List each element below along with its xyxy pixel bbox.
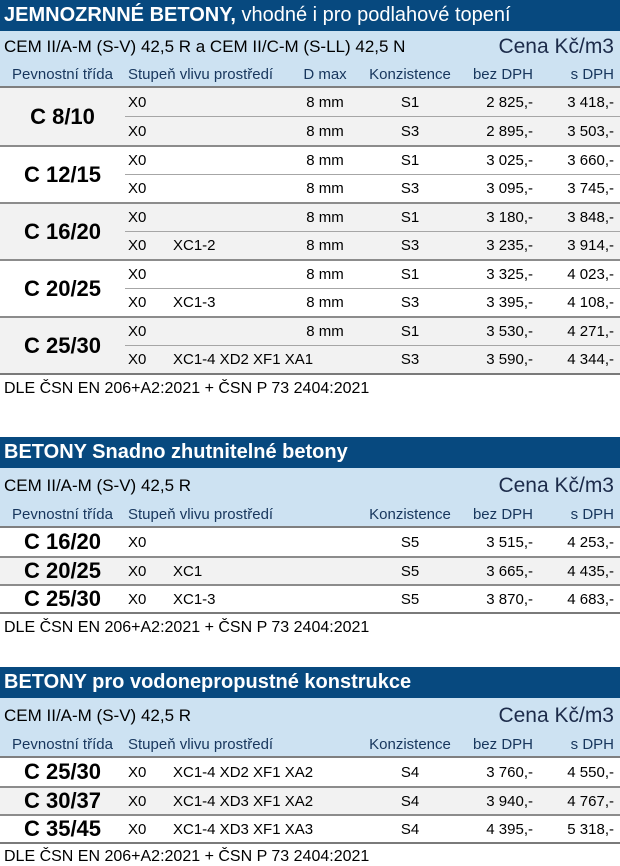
table-fine-grained-concrete bbox=[0, 0, 620, 403]
standards-note: DLE ČSN EN 206+A2:2021 + ČSN P 73 2404:2021 bbox=[4, 380, 370, 397]
table-self-compacting-concrete bbox=[0, 437, 620, 642]
col-header-consistency: Konzistence bbox=[369, 506, 451, 523]
cell-price-net: 3 940,- bbox=[486, 792, 533, 810]
cell-price-net: 3 515,- bbox=[486, 533, 533, 551]
cell-exposure-extra: XC1-4 XD2 XF1 XA2 bbox=[173, 763, 314, 781]
cell-exposure-extra: XC1-3 bbox=[173, 590, 216, 608]
group-rows bbox=[125, 88, 620, 145]
cell-exposure bbox=[125, 294, 290, 311]
cell-dmax: 8 mm bbox=[306, 93, 344, 111]
cell-exposure-x0: X0 bbox=[128, 237, 147, 254]
cement-spec: CEM II/A-M (S-V) 42,5 R a CEM II/C-M (S-LL) 42,5 N bbox=[4, 36, 406, 56]
cell-exposure bbox=[125, 152, 290, 169]
cell-price-net: 3 180,- bbox=[486, 209, 533, 226]
col-header-consistency: Konzistence bbox=[369, 736, 451, 753]
cell-price-gross: 3 914,- bbox=[567, 237, 614, 254]
col-header-strength-class: Pevnostní třída bbox=[12, 736, 113, 753]
table-title-bar bbox=[0, 0, 620, 31]
cell-consistency: S1 bbox=[400, 209, 420, 226]
table-row bbox=[125, 204, 620, 231]
strength-class-label: C 16/20 bbox=[23, 218, 102, 244]
cell-exposure bbox=[125, 821, 360, 838]
table-row bbox=[125, 288, 620, 316]
cell-price-gross: 4 023,- bbox=[567, 266, 614, 283]
cell-exposure-x0: X0 bbox=[128, 763, 147, 781]
cell-exposure-extra: XC1-4 XD2 XF1 XA1 bbox=[173, 351, 314, 368]
cell-exposure-extra: XC1-3 bbox=[173, 294, 216, 311]
strength-class-group bbox=[0, 88, 620, 145]
col-header-price-gross: s DPH bbox=[570, 736, 614, 753]
table-row bbox=[0, 814, 620, 842]
cell-consistency: S3 bbox=[400, 351, 420, 368]
group-rows bbox=[125, 261, 620, 316]
standards-note: DLE ČSN EN 206+A2:2021 + ČSN P 73 2404:2021 bbox=[4, 848, 370, 865]
cell-exposure-x0: X0 bbox=[128, 180, 147, 197]
strength-class-label: C 12/15 bbox=[23, 161, 102, 187]
price-unit-label: Cena Kč/m3 bbox=[498, 703, 614, 727]
cell-price-net: 3 590,- bbox=[486, 351, 533, 368]
cell-price-gross: 3 503,- bbox=[567, 122, 614, 140]
table-body bbox=[0, 528, 620, 614]
cell-dmax: 8 mm bbox=[306, 152, 344, 169]
cell-price-gross: 4 344,- bbox=[567, 351, 614, 368]
group-rows bbox=[125, 318, 620, 373]
col-header-strength-class: Pevnostní třída bbox=[12, 65, 113, 83]
cement-spec-band bbox=[0, 468, 620, 503]
cell-consistency: S3 bbox=[400, 122, 420, 140]
cell-exposure-x0: X0 bbox=[128, 93, 147, 111]
table-title-bar bbox=[0, 437, 620, 468]
cell-price-net: 2 895,- bbox=[486, 122, 533, 140]
cell-price-gross: 3 848,- bbox=[567, 209, 614, 226]
cell-price-net: 3 095,- bbox=[486, 180, 533, 197]
cell-exposure-x0: X0 bbox=[128, 792, 147, 810]
strength-class-label: C 25/30 bbox=[23, 586, 102, 611]
strength-class-label: C 25/30 bbox=[23, 759, 102, 784]
table-row bbox=[0, 528, 620, 556]
col-header-price-net: bez DPH bbox=[472, 506, 533, 523]
table-row bbox=[0, 584, 620, 612]
cell-exposure bbox=[125, 94, 290, 111]
column-header-row bbox=[0, 503, 620, 528]
cell-consistency: S3 bbox=[400, 294, 420, 311]
col-header-strength-class: Pevnostní třída bbox=[12, 506, 113, 523]
strength-class-label: C 16/20 bbox=[23, 529, 102, 554]
cell-price-net: 3 395,- bbox=[486, 294, 533, 311]
cell-consistency: S1 bbox=[400, 266, 420, 283]
cell-price-gross: 3 745,- bbox=[567, 180, 614, 197]
cell-exposure bbox=[125, 209, 290, 226]
col-header-exposure: Stupeň vlivu prostředí bbox=[128, 736, 274, 753]
cement-spec: CEM II/A-M (S-V) 42,5 R bbox=[4, 475, 192, 495]
col-header-consistency: Konzistence bbox=[369, 65, 451, 83]
cell-exposure-x0: X0 bbox=[128, 820, 147, 838]
strength-class-group bbox=[0, 145, 620, 202]
cell-consistency: S5 bbox=[400, 533, 420, 551]
cell-dmax: 8 mm bbox=[306, 237, 344, 254]
price-unit-label: Cena Kč/m3 bbox=[498, 473, 614, 497]
cell-exposure-x0: X0 bbox=[128, 152, 147, 169]
group-rows bbox=[125, 204, 620, 259]
cell-price-net: 3 760,- bbox=[486, 763, 533, 781]
cell-exposure-x0: X0 bbox=[128, 533, 147, 551]
table-title: BETONY pro vodonepropustné konstrukce bbox=[4, 671, 412, 693]
cell-exposure-extra: XC1-4 XD3 XF1 XA2 bbox=[173, 792, 314, 810]
col-header-price-net: bez DPH bbox=[472, 65, 533, 83]
cell-exposure-x0: X0 bbox=[128, 562, 147, 580]
strength-class-label: C 30/37 bbox=[23, 788, 102, 813]
group-rows bbox=[125, 147, 620, 202]
table-row bbox=[0, 556, 620, 584]
cell-exposure-extra: XC1-4 XD3 XF1 XA3 bbox=[173, 820, 314, 838]
cell-exposure bbox=[125, 591, 360, 608]
cell-consistency: S5 bbox=[400, 590, 420, 608]
table-body bbox=[0, 758, 620, 844]
strength-class-label: C 8/10 bbox=[30, 103, 95, 129]
cell-price-gross: 4 108,- bbox=[567, 294, 614, 311]
table-row bbox=[125, 174, 620, 202]
cell-exposure bbox=[125, 323, 290, 340]
col-header-dmax: D max bbox=[303, 65, 347, 83]
strength-class-group bbox=[0, 316, 620, 373]
cell-exposure-x0: X0 bbox=[128, 266, 147, 283]
cell-price-gross: 5 318,- bbox=[567, 820, 614, 838]
cell-exposure bbox=[125, 534, 360, 551]
cell-price-net: 2 825,- bbox=[486, 93, 533, 111]
cell-price-gross: 4 683,- bbox=[567, 590, 614, 608]
cell-exposure bbox=[125, 764, 360, 781]
cell-price-net: 3 025,- bbox=[486, 152, 533, 169]
cell-exposure bbox=[125, 793, 360, 810]
price-unit-label: Cena Kč/m3 bbox=[498, 34, 614, 58]
strength-class-label: C 25/30 bbox=[23, 332, 102, 358]
cell-exposure-x0: X0 bbox=[128, 294, 147, 311]
cell-consistency: S3 bbox=[400, 237, 420, 254]
table-row bbox=[125, 345, 620, 373]
cell-exposure-x0: X0 bbox=[128, 122, 147, 140]
cell-exposure bbox=[125, 237, 290, 254]
cell-price-gross: 4 271,- bbox=[567, 323, 614, 340]
cell-consistency: S1 bbox=[400, 93, 420, 111]
table-title: BETONY Snadno zhutnitelné betony bbox=[4, 441, 348, 463]
cell-consistency: S4 bbox=[400, 792, 420, 810]
cell-price-net: 3 870,- bbox=[486, 590, 533, 608]
cell-consistency: S4 bbox=[400, 820, 420, 838]
cell-exposure-x0: X0 bbox=[128, 351, 147, 368]
cell-price-net: 3 530,- bbox=[486, 323, 533, 340]
cell-price-net: 3 235,- bbox=[486, 237, 533, 254]
strength-class-label: C 35/45 bbox=[23, 816, 102, 841]
cell-price-gross: 3 418,- bbox=[567, 93, 614, 111]
col-header-exposure: Stupeň vlivu prostředí bbox=[128, 506, 274, 523]
cell-consistency: S1 bbox=[400, 152, 420, 169]
cell-price-gross: 4 253,- bbox=[567, 533, 614, 551]
standards-note: DLE ČSN EN 206+A2:2021 + ČSN P 73 2404:2021 bbox=[4, 619, 370, 636]
cell-consistency: S4 bbox=[400, 763, 420, 781]
table-row bbox=[125, 318, 620, 345]
col-header-price-net: bez DPH bbox=[472, 736, 533, 753]
column-header-row bbox=[0, 62, 620, 88]
table-row bbox=[125, 88, 620, 116]
col-header-price-gross: s DPH bbox=[570, 65, 614, 83]
cell-dmax: 8 mm bbox=[306, 180, 344, 197]
cell-exposure bbox=[125, 351, 314, 368]
cell-price-gross: 4 767,- bbox=[567, 792, 614, 810]
cement-spec: CEM II/A-M (S-V) 42,5 R bbox=[4, 705, 192, 725]
column-header-row bbox=[0, 733, 620, 758]
cell-price-net: 4 395,- bbox=[486, 820, 533, 838]
cell-exposure-extra: XC1 bbox=[173, 562, 203, 580]
strength-class-label: C 20/25 bbox=[23, 558, 102, 583]
table-row bbox=[125, 116, 620, 145]
cell-price-net: 3 325,- bbox=[486, 266, 533, 283]
table-title-bar bbox=[0, 667, 620, 698]
cement-spec-band bbox=[0, 31, 620, 62]
cell-exposure-extra: XC1-2 bbox=[173, 237, 216, 254]
cell-exposure bbox=[125, 123, 290, 140]
table-row bbox=[125, 261, 620, 288]
table-row bbox=[125, 147, 620, 174]
strength-class-group bbox=[0, 259, 620, 316]
cell-consistency: S1 bbox=[400, 323, 420, 340]
table-body bbox=[0, 88, 620, 375]
cell-exposure bbox=[125, 180, 290, 197]
cell-price-gross: 4 435,- bbox=[567, 562, 614, 580]
cell-exposure bbox=[125, 563, 360, 580]
table-title-suffix: vhodné i pro podlahové topení bbox=[235, 4, 511, 26]
cell-consistency: S3 bbox=[400, 180, 420, 197]
cell-dmax: 8 mm bbox=[306, 294, 344, 311]
table-row bbox=[0, 786, 620, 814]
table-waterproof-concrete bbox=[0, 667, 620, 866]
cement-spec-band bbox=[0, 698, 620, 733]
cell-exposure-x0: X0 bbox=[128, 323, 147, 340]
strength-class-label: C 20/25 bbox=[23, 275, 102, 301]
cell-exposure-x0: X0 bbox=[128, 209, 147, 226]
col-header-exposure: Stupeň vlivu prostředí bbox=[128, 65, 274, 83]
col-header-price-gross: s DPH bbox=[570, 506, 614, 523]
cell-consistency: S5 bbox=[400, 562, 420, 580]
cell-dmax: 8 mm bbox=[306, 323, 344, 340]
cell-exposure-x0: X0 bbox=[128, 590, 147, 608]
strength-class-group bbox=[0, 202, 620, 259]
cell-dmax: 8 mm bbox=[306, 122, 344, 140]
cell-price-gross: 3 660,- bbox=[567, 152, 614, 169]
cell-exposure bbox=[125, 266, 290, 283]
cell-dmax: 8 mm bbox=[306, 266, 344, 283]
cell-dmax: 8 mm bbox=[306, 209, 344, 226]
table-row bbox=[125, 231, 620, 259]
table-title: JEMNOZRNNÉ BETONY, bbox=[4, 4, 236, 26]
table-row bbox=[0, 758, 620, 786]
cell-price-net: 3 665,- bbox=[486, 562, 533, 580]
cell-price-gross: 4 550,- bbox=[567, 763, 614, 781]
